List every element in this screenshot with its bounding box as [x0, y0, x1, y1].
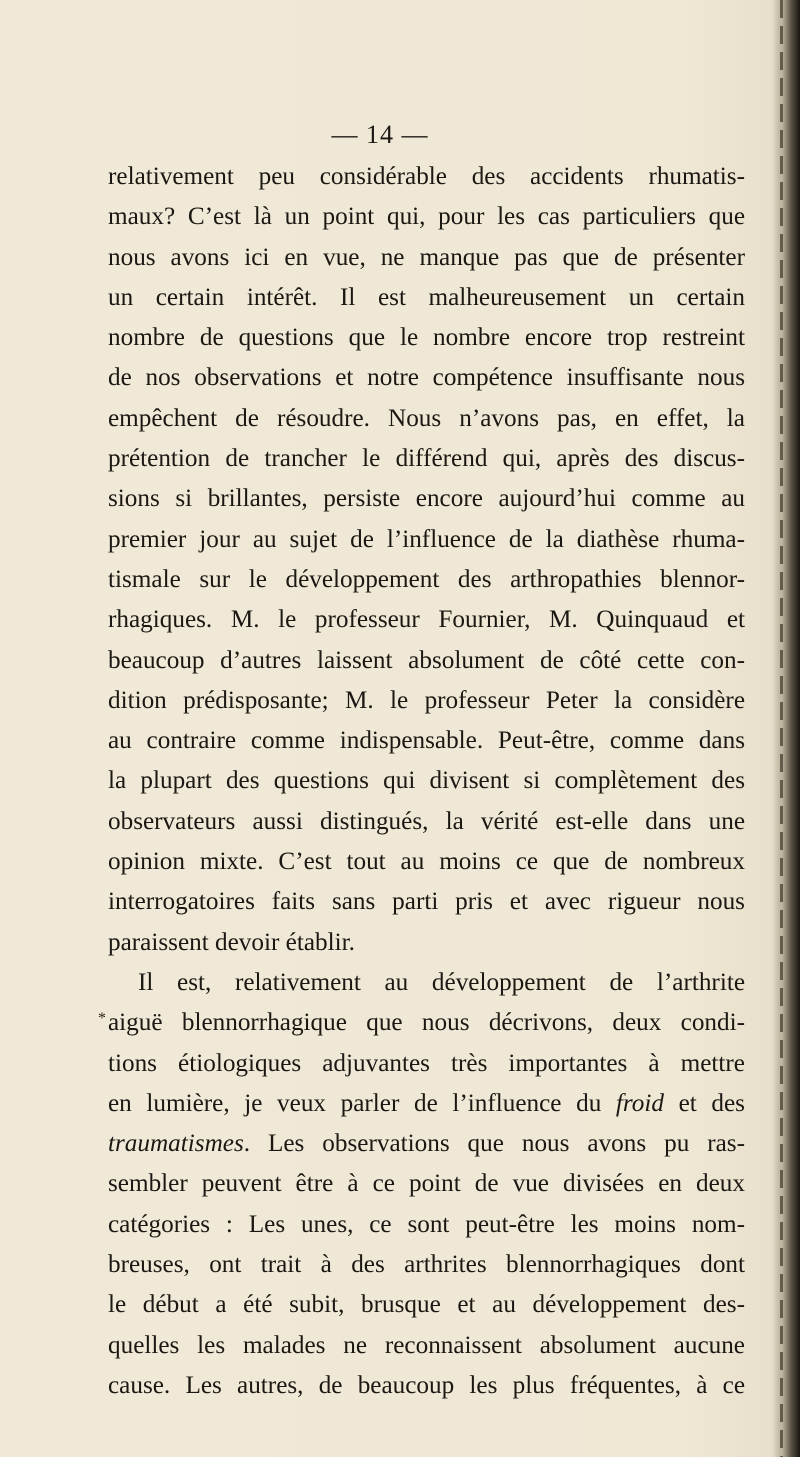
- text-line: empêchent de résoudre. Nous n’avons pas, en effet, la: [108, 404, 745, 432]
- text-line: maux? C’est là un point qui, pour les cas particuliers que: [108, 203, 745, 231]
- text-line: prétention de trancher le différend qui, après des discus-: [108, 445, 745, 473]
- text-line: opinion mixte. C’est tout au moins ce que de nombreux: [108, 848, 745, 876]
- text-segment: et des: [663, 1089, 745, 1117]
- text-line: tions étiologiques adjuvantes très importantes à mettre: [108, 1049, 745, 1077]
- text-line: premier jour au sujet de l’influence de la diathèse rhuma-: [108, 525, 745, 553]
- text-line: nombre de questions que le nombre encore trop restreint: [108, 324, 745, 352]
- italic-term: traumatismes: [108, 1130, 244, 1158]
- text-line: la plupart des questions qui divisent si complètement des: [108, 767, 745, 795]
- text-line: rhagiques. M. le professeur Fournier, M. Quinquaud et: [108, 606, 745, 634]
- text-line-with-italic: [108, 1124, 745, 1164]
- text-line: sions si brillantes, persiste encore aujourd’hui comme au: [108, 485, 745, 513]
- text-line: tismale sur le développement des arthropathies blennor-: [108, 565, 745, 593]
- text-line: un certain intérêt. Il est malheureusement un certain: [108, 283, 745, 311]
- text-line: cause. Les autres, de beaucoup les plus fréquentes, à ce: [108, 1371, 745, 1399]
- text-line: interrogatoires faits sans parti pris et avec rigueur nous: [108, 888, 745, 916]
- body-text: [108, 157, 745, 1406]
- text-line: sembler peuvent être à ce point de vue divisées en deux: [108, 1170, 745, 1198]
- italic-term: froid: [615, 1089, 664, 1117]
- text-line: aiguë blennorrhagique que nous décrivons, deux condi-: [108, 1009, 745, 1037]
- text-segment: . Les observations que nous avons pu ras-: [243, 1130, 745, 1158]
- text-line: au contraire comme indispensable. Peut-être, comme dans: [108, 727, 745, 755]
- margin-asterisk: *: [98, 1010, 106, 1027]
- page-number: — 14 —: [331, 120, 429, 149]
- text-line: dition prédisposante; M. le professeur Peter la considère: [108, 686, 745, 714]
- text-line: breuses, ont trait à des arthrites blennorrhagiques dont: [108, 1251, 745, 1279]
- text-line: le début a été subit, brusque et au développement des-: [108, 1291, 745, 1319]
- text-segment: en lumière, je veux parler de l’influence du: [108, 1089, 616, 1117]
- text-line: quelles les malades ne reconnaissent absolument aucune: [108, 1331, 745, 1359]
- text-line: de nos observations et notre compétence insuffisante nous: [108, 364, 745, 392]
- text-line: nous avons ici en vue, ne manque pas que de présenter: [108, 243, 745, 271]
- text-line: catégories : Les unes, ce sont peut-être les moins nom-: [108, 1210, 745, 1238]
- text-line: beaucoup d’autres laissent absolument de côté cette con-: [108, 646, 745, 674]
- text-line: paraissent devoir établir.: [108, 928, 355, 956]
- text-line: relativement peu considérable des accidents rhumatis-: [108, 163, 745, 190]
- paragraph-start-line: Il est, relativement au développement de l’arthrite: [138, 968, 745, 996]
- text-line-with-italic: [108, 1084, 745, 1124]
- book-binding-edge: [772, 0, 800, 1457]
- text-line: observateurs aussi distingués, la vérité est-elle dans une: [108, 807, 745, 835]
